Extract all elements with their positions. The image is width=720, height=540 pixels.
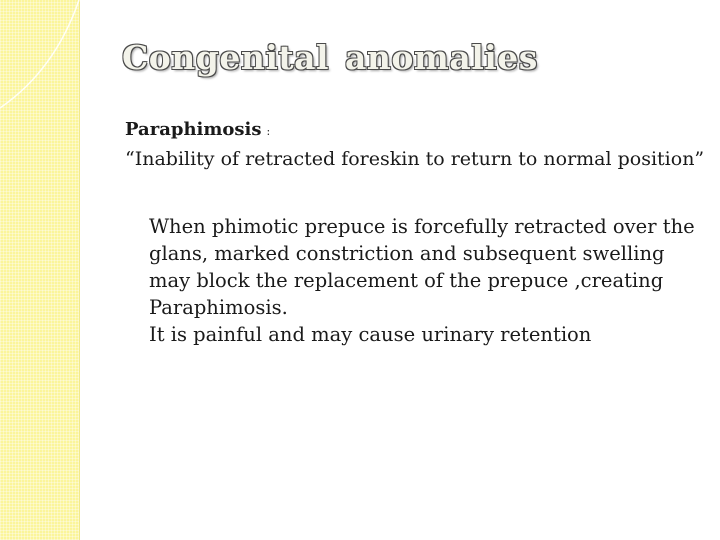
decorative-arc [0, 0, 140, 120]
subheading-colon: : [266, 125, 271, 138]
bullet-text: When phimotic prepuce is forcefully retracted over the glans, marked constriction and subsequent swelling may block the replacement of the prepuce ,creating Paraphimosis. [149, 215, 695, 319]
bullet-item [125, 213, 705, 321]
bullet-list [125, 213, 705, 348]
bullet-item [125, 321, 705, 348]
subheading [125, 116, 705, 146]
slide-body [125, 116, 705, 348]
subheading-text: Paraphimosis [125, 119, 262, 140]
definition-text: “Inability of retracted foreskin to return to normal position” [125, 148, 705, 170]
bullet-text: It is painful and may cause urinary retention [149, 323, 592, 346]
slide-title: Congenital anomalies [122, 38, 538, 77]
